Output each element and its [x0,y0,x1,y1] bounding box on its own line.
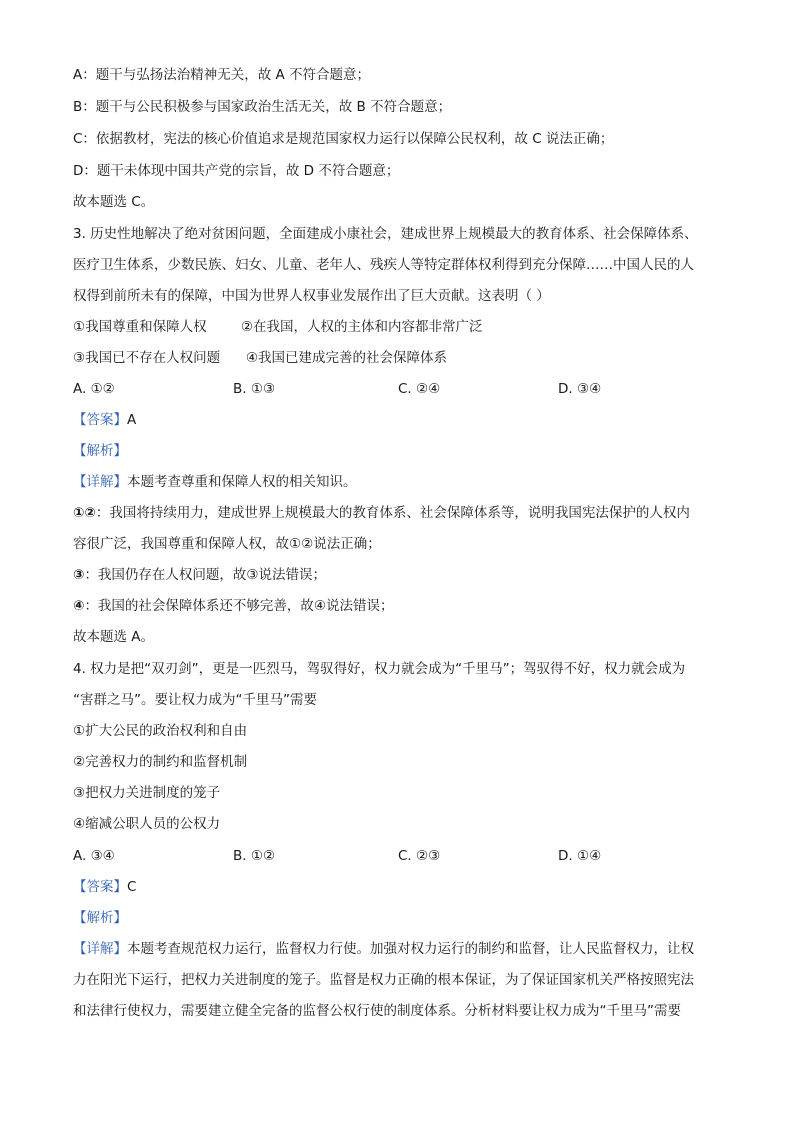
q4-analysis-tag: 【解析】 [73,910,127,926]
q3-analysis-line [73,441,733,461]
q4-option-c: C. ②③ [398,848,441,864]
prev-analysis-d: D：题干未体现中国共产党的宗旨，故 D 不符合题意； [73,163,400,179]
q3-option-a: A. ①② [73,381,115,397]
q3-items-line-2: ③我国已不存在人权问题 ④我国已建成完善的社会保障体系 [73,350,447,366]
q4-answer-tag: 【答案】 [73,879,127,895]
q4-item-2: ②完善权力的制约和监督机制 [73,754,248,770]
q3-point-1-key: ①② [73,505,96,521]
q3-point-3-key: ④ [73,598,85,614]
prev-analysis-c: C：依据教材，宪法的核心价值追求是规范国家权力运行以保障公民权利，故 C 说法正确； [73,131,614,147]
q3-point-2-key: ③ [73,567,85,583]
q3-conclusion: 故本题选 A。 [73,629,155,645]
q3-answer-value: A [127,412,137,428]
q4-option-a: A. ③④ [73,848,115,864]
q4-option-b: B. ①② [233,848,276,864]
q3-option-c: C. ②④ [398,381,441,397]
q4-detail-line-3: 和法律行使权力，需要建立健全完备的监督公权行使的制度体系。分析材料要让权力成为“千里马”需要 [73,1003,681,1019]
q4-detail-tag: 【详解】 [73,941,127,957]
q4-detail-line-1 [73,939,733,959]
q3-point-1-line-2: 容很广泛，我国尊重和保障人权，故①②说法正确； [73,536,381,552]
q4-item-3: ③把权力关进制度的笼子 [73,785,221,801]
q3-option-d: D. ③④ [558,381,602,397]
q3-point-2-text: ：我国仍存在人权问题，故③说法错误； [84,567,327,583]
q3-detail-line [73,472,733,492]
q3-answer-tag: 【答案】 [73,412,127,428]
prev-analysis-a: A：题干与弘扬法治精神无关，故 A 不符合题意； [73,67,371,83]
q3-analysis-tag: 【解析】 [73,443,127,459]
prev-conclusion: 故本题选 C。 [73,194,155,210]
q4-option-d: D. ①④ [558,848,602,864]
q3-point-3-line [73,596,733,616]
q3-point-3-text: ：我国的社会保障体系还不够完善，故④说法错误； [84,598,394,614]
prev-analysis-b: B：题干与公民积极参与国家政治生活无关，故 B 不符合题意； [73,99,452,115]
q4-item-4: ④缩减公职人员的公权力 [73,816,221,832]
q3-point-1-line-1 [73,503,733,523]
q3-detail-tag: 【详解】 [73,474,127,490]
q4-detail-text-1: 本题考查规范权力运行，监督权力行使。加强对权力运行的制约和监督，让人民监督权力，让权 [127,941,694,957]
q3-option-b: B. ①③ [233,381,276,397]
q3-stem-line-2: 医疗卫生体系，少数民族、妇女、儿童、老年人、残疾人等特定群体权利得到充分保障……中国人民的人 [73,257,694,273]
q3-detail-text: 本题考查尊重和保障人权的相关知识。 [127,474,357,490]
q4-item-1: ①扩大公民的政治权利和自由 [73,723,248,739]
q3-answer-line [73,410,733,430]
q4-analysis-line [73,908,733,928]
q3-stem-line-1: 3. 历史性地解决了绝对贫困问题，全面建成小康社会，建成世界上规模最大的教育体系、社会保障体系、 [73,226,698,242]
q4-stem-line-2: “害群之马”。要让权力成为“千里马”需要 [73,692,317,708]
q3-point-2-line [73,565,733,585]
q3-stem-line-3: 权得到前所未有的保障，中国为世界人权事业发展作出了巨大贡献。这表明（ ） [73,288,550,304]
q4-stem-line-1: 4. 权力是把“双刃剑”，更是一匹烈马，驾驭得好，权力就会成为“千里马”；驾驭得不好，权力就会成为 [73,661,686,677]
q3-point-1-text: ：我国将持续用力，建成世界上规模最大的教育体系、社会保障体系等，说明我国宪法保护的人权内 [95,505,690,521]
q4-detail-line-2: 力在阳光下运行，把权力关进制度的笼子。监督是权力正确的根本保证，为了保证国家机关严格按照宪法 [73,972,694,988]
q4-answer-line [73,877,733,897]
q3-items-line-1: ①我国尊重和保障人权 ②在我国，人权的主体和内容都非常广泛 [73,319,483,335]
q4-answer-value: C [127,879,137,895]
